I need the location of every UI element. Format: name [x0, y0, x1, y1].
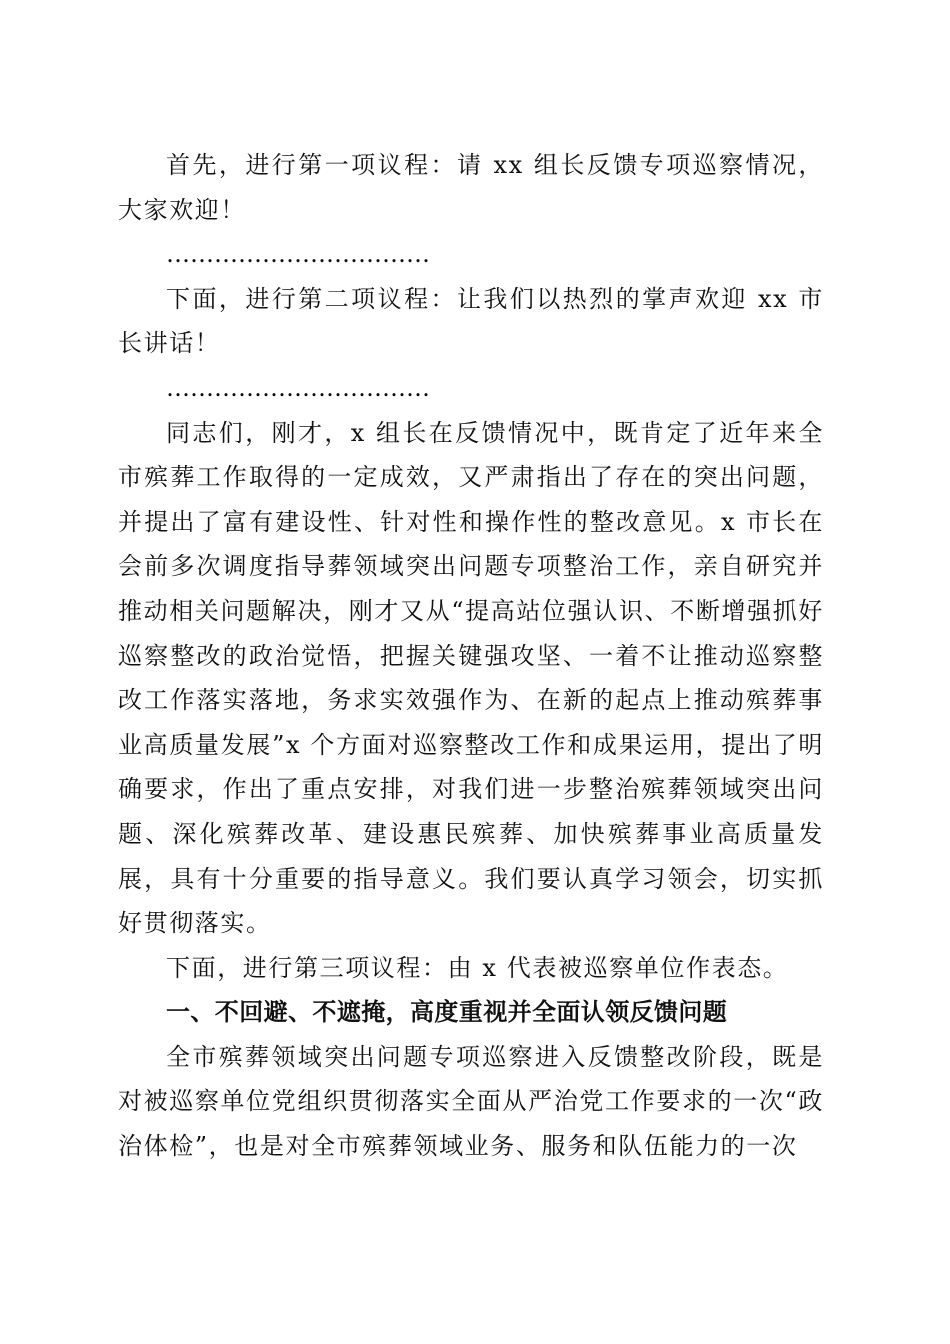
agenda-item-2-paragraph: 下面，进行第二项议程：让我们以热烈的掌声欢迎 xx 市长讲话！	[118, 284, 824, 358]
ellipsis-separator: ……………………………	[166, 240, 430, 269]
section-heading: 一、不回避、不遮掩，高度重视并全面认领反馈问题	[166, 998, 728, 1027]
section-body-paragraph: 全市殡葬领域突出问题专项巡察进入反馈整改阶段，既是对被巡察单位党组织贯彻落实全面从严治党工作要求的一次“政治体检”，也是对全市殡葬领域业务、服务和队伍能力的一次	[118, 1042, 824, 1161]
document-body	[118, 143, 824, 1169]
summary-paragraph: 同志们，刚才，x 组长在反馈情况中，既肯定了近年来全市殡葬工作取得的一定成效，又严肃指出了存在的突出问题，并提出了富有建设性、针对性和操作性的整改意见。x 市长在会前多次调度指导葬领域突出问题专项整治工作，亲自研究并推动相关问题解决，刚才又从“提高站位强认识、不断增强抓好巡察整改的政治觉悟，把握关键强攻坚、一着不让推动巡察整改工作落实落地，务求实效强作为、在新的起点上推动殡葬事业高质量发展”x 个方面对巡察整改工作和成果运用，提出了明确要求，作出了重点安排，对我们进一步整治殡葬领域突出问题、深化殡葬改革、建设惠民殡葬、加快殡葬事业高质量发展，具有十分重要的指导意义。我们要认真学习领会，切实抓好贯彻落实。	[118, 418, 824, 938]
agenda-item-1-paragraph: 首先，进行第一项议程：请 xx 组长反馈专项巡察情况，大家欢迎！	[118, 151, 824, 224]
ellipsis-separator: ……………………………	[166, 373, 430, 402]
agenda-item-3-paragraph: 下面，进行第三项议程：由 x 代表被巡察单位作表态。	[166, 953, 789, 982]
